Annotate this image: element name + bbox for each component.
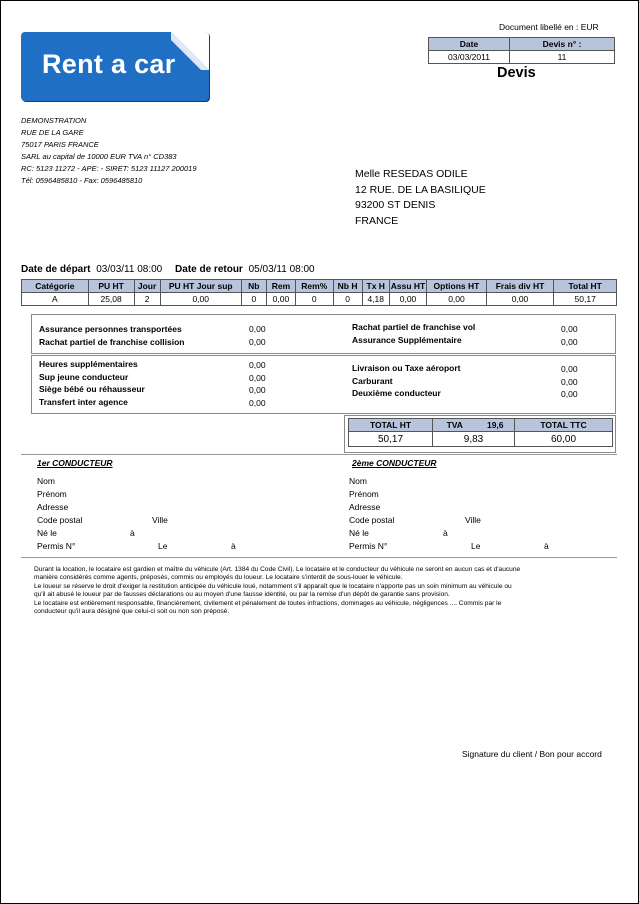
option-label: Heures supplémentaires bbox=[39, 359, 138, 369]
table-cell: 4,18 bbox=[362, 293, 389, 306]
column-header: Jour bbox=[134, 280, 160, 293]
field-a: à bbox=[544, 541, 549, 551]
legal-terms bbox=[34, 566, 612, 616]
rental-table-header bbox=[22, 280, 617, 293]
depart-value: 03/03/11 08:00 bbox=[96, 264, 163, 275]
table-cell: 0 bbox=[241, 293, 266, 306]
legal-line: conducteur qu'il aura désigné que celui-ci soit ou non son préposé. bbox=[34, 608, 230, 616]
option-label: Livraison ou Taxe aéroport bbox=[352, 363, 461, 373]
divider bbox=[21, 454, 617, 455]
column-header: Total HT bbox=[554, 280, 617, 293]
option-label: Sup jeune conducteur bbox=[39, 371, 129, 382]
company-line: RUE DE LA GARE bbox=[21, 128, 84, 137]
field-prenom: Prénom bbox=[349, 489, 379, 499]
currency-label: Document libellé en : EUR bbox=[499, 22, 599, 32]
field-le: Le bbox=[471, 541, 481, 551]
field-ne-le: Né le bbox=[349, 528, 369, 538]
logo-corner-icon bbox=[171, 32, 209, 70]
column-header: Catégorie bbox=[22, 280, 89, 293]
second-driver-fields bbox=[349, 475, 394, 553]
option-value: 0,00 bbox=[249, 360, 266, 370]
client-address bbox=[355, 167, 486, 229]
signature-label: Signature du client / Bon pour accord bbox=[462, 749, 602, 759]
field-code-postal: Code postal bbox=[349, 515, 395, 525]
client-line: 93200 ST DENIS bbox=[355, 199, 436, 211]
table-cell: 0,00 bbox=[266, 293, 295, 306]
devis-number: 11 bbox=[510, 51, 615, 64]
field-permis: Permis N° bbox=[349, 541, 388, 551]
company-info bbox=[21, 115, 197, 187]
option-value: 0,00 bbox=[561, 389, 578, 399]
column-header: Assu HT bbox=[390, 281, 426, 291]
company-line: DEMONSTRATION bbox=[21, 116, 87, 125]
option-value: 0,00 bbox=[561, 376, 578, 387]
field-adresse: Adresse bbox=[37, 502, 69, 512]
column-header: Options HT bbox=[427, 280, 486, 293]
table-cell: 25,08 bbox=[88, 293, 134, 306]
divider bbox=[21, 557, 617, 558]
legal-line: qu'il ait abusé le loueur par de fausses déclarations ou au moyen d'une fausse identité, ou par la remise d'un dépôt de garantie sans provision. bbox=[34, 591, 450, 599]
option-value: 0,00 bbox=[249, 336, 266, 347]
total-ht-label: TOTAL HT bbox=[349, 419, 433, 432]
option-value: 0,00 bbox=[561, 324, 578, 334]
second-driver-title: 2ème CONDUCTEUR bbox=[352, 458, 437, 468]
devis-header-table bbox=[428, 37, 615, 64]
field-ville: Ville bbox=[465, 515, 481, 525]
option-value: 0,00 bbox=[561, 336, 578, 347]
tva-value: 9,83 bbox=[433, 432, 515, 447]
company-line: 75017 PARIS FRANCE bbox=[21, 140, 99, 149]
option-label: Deuxième conducteur bbox=[352, 388, 441, 398]
legal-line: Durant la location, le locataire est gardien et maître du véhicule (Art. 1384 du Code Civil). Le locataire et le conducteur du véhicule ne seront en aucun cas et d'aucune bbox=[34, 566, 521, 573]
rental-table bbox=[21, 279, 617, 306]
total-ttc-value: 60,00 bbox=[515, 432, 613, 447]
legal-line: Le loueur se réserve le droit d'exiger la restitution anticipée du véhicule loué, notamment s'il apparaît que le locataire n'apporte pas un soin minimum au véhicule ou bbox=[34, 582, 512, 590]
option-label: Transfert inter agence bbox=[39, 396, 128, 407]
client-line: FRANCE bbox=[355, 214, 399, 227]
column-header: PU HT bbox=[88, 280, 134, 293]
column-header: Nb H bbox=[333, 280, 362, 293]
client-name: Melle RESEDAS ODILE bbox=[355, 168, 468, 180]
field-prenom: Prénom bbox=[37, 489, 67, 499]
column-header: Tx H bbox=[362, 280, 389, 293]
date-header: Date bbox=[429, 38, 510, 51]
logo-text: Rent a car bbox=[42, 49, 176, 79]
field-a: à bbox=[130, 528, 135, 538]
field-code-postal: Code postal bbox=[37, 515, 83, 525]
option-value: 0,00 bbox=[561, 364, 578, 374]
table-cell: 0,00 bbox=[389, 293, 427, 306]
retour-label: Date de retour bbox=[175, 264, 243, 275]
column-header: Rem bbox=[266, 280, 295, 293]
field-le: Le bbox=[158, 541, 168, 551]
table-cell: 50,17 bbox=[554, 293, 617, 306]
field-ne-le: Né le bbox=[37, 528, 57, 538]
devis-date: 03/03/2011 bbox=[429, 51, 510, 64]
retour-value: 05/03/11 08:00 bbox=[248, 264, 315, 275]
options-block-extras bbox=[31, 355, 616, 414]
field-permis: Permis N° bbox=[37, 541, 76, 551]
tva-label: TVA bbox=[433, 419, 477, 432]
option-label: Assurance personnes transportées bbox=[39, 324, 182, 334]
depart-label: Date de départ bbox=[21, 264, 91, 275]
logo bbox=[21, 32, 209, 101]
table-cell: 0,00 bbox=[427, 293, 486, 306]
option-label: Siège bébé ou réhausseur bbox=[39, 384, 145, 394]
option-label: Carburant bbox=[352, 375, 393, 386]
company-line: RC: 5123 11272 - APE: - SIRET: 5123 11127 200019 bbox=[21, 164, 197, 173]
total-ht-value: 50,17 bbox=[349, 432, 433, 447]
first-driver-title: 1er CONDUCTEUR bbox=[37, 458, 113, 468]
option-label: Assurance Supplémentaire bbox=[352, 334, 462, 345]
table-cell: 0,00 bbox=[486, 293, 554, 306]
option-value: 0,00 bbox=[249, 397, 266, 408]
field-nom: Nom bbox=[37, 476, 55, 486]
option-value: 0,00 bbox=[249, 324, 266, 334]
option-value: 0,00 bbox=[249, 385, 266, 395]
column-header: PU HT Jour sup bbox=[160, 280, 241, 293]
option-label: Rachat partiel de franchise collision bbox=[39, 336, 185, 347]
first-driver-fields bbox=[37, 475, 82, 553]
devis-number-header: Devis n° : bbox=[510, 38, 615, 51]
field-nom: Nom bbox=[349, 476, 367, 486]
table-cell: A bbox=[22, 293, 89, 306]
company-line: SARL au capital de 10000 EUR TVA n° CD383 bbox=[21, 152, 177, 161]
column-header: Nb bbox=[241, 280, 266, 293]
tva-rate: 19,6 bbox=[477, 419, 515, 432]
field-a: à bbox=[443, 528, 448, 538]
legal-line: manière considérés comme agents, préposés, commis ou employés du loueur. Le locataire s'interdit de sous-louer le véhicule. bbox=[34, 574, 403, 582]
document-title: Devis bbox=[497, 65, 536, 81]
field-adresse: Adresse bbox=[349, 502, 381, 512]
company-line: Tél: 0596485810 - Fax: 0596485810 bbox=[21, 176, 143, 185]
column-header: Rem% bbox=[296, 280, 334, 293]
totals-box bbox=[344, 415, 616, 453]
field-ville: Ville bbox=[152, 515, 168, 525]
options-block-insurance bbox=[31, 314, 616, 354]
table-cell: 0 bbox=[333, 293, 362, 306]
rental-dates bbox=[21, 264, 315, 275]
legal-line: Le locataire est entièrement responsable, financièrement, civilement et pénalement de toutes infractions, dommages au véhicule, négligences .... Commis par le bbox=[34, 599, 502, 607]
option-value: 0,00 bbox=[249, 372, 266, 383]
option-label: Rachat partiel de franchise vol bbox=[352, 322, 476, 332]
table-row bbox=[22, 293, 617, 306]
client-line: 12 RUE. DE LA BASILIQUE bbox=[355, 183, 486, 196]
column-header: Frais div HT bbox=[486, 280, 554, 293]
total-ttc-label: TOTAL TTC bbox=[515, 419, 613, 432]
field-a: à bbox=[231, 541, 236, 551]
table-cell: 0,00 bbox=[160, 293, 241, 306]
totals-table bbox=[348, 418, 613, 447]
table-cell: 0 bbox=[296, 293, 334, 306]
table-cell: 2 bbox=[134, 293, 160, 306]
